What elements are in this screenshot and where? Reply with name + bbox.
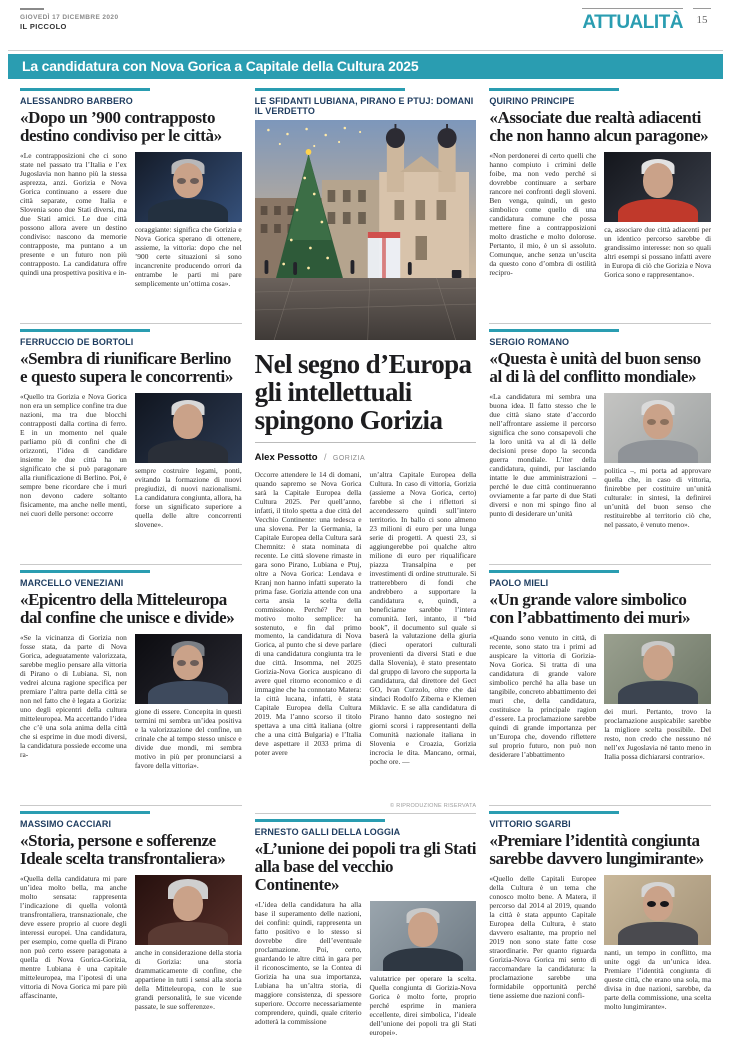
accent-bar — [20, 811, 150, 814]
article-divider — [489, 564, 711, 565]
photo-detail — [148, 922, 228, 945]
accent-bar — [20, 88, 150, 91]
article-marcello-veneziani — [20, 570, 242, 801]
body-column-2: dei muri. Pertanto, trovo la proclamazione auspicabile: sarebbe la migliore scelta possibile. Del resto, non credo che nessuno né nell’ex Jugoslavia né tanto meno in Italia possa dichiararsi contrario». — [604, 707, 712, 761]
photo-detail — [173, 886, 203, 921]
article-headline: «Storia, persone e sofferenze Ideale scelta transfrontaliera» — [20, 831, 226, 869]
photo-detail — [148, 440, 228, 463]
author-kicker: QUIRINO PRINCIPE — [489, 96, 575, 107]
page-header — [0, 0, 731, 50]
body-column-1: «Quella della candidatura mi pare un’idea molto bella, ma anche molto sensata: rappresenta l’indicazione di quella volontà transfrontaliera, transnazionale, che deve essere proprio al cuore degli interessi europei. Una candidatura, per esempio, come quella di Pirano non può certo essere paragonata a quella di Nova Gorica-Gorizia, mentre Lubiana è una capitale mitteleuropea, ma l’ipotesi di una vittoria di Nova Gorica mi pare più affascinante, — [20, 875, 127, 1000]
article-divider — [255, 813, 477, 814]
byline — [255, 442, 477, 465]
feature-body — [255, 471, 477, 801]
glasses-detail — [647, 901, 656, 907]
article-headline: «Premiare l’identità congiunta sarebbe davvero lungimirante» — [489, 831, 704, 869]
author-kicker: MARCELLO VENEZIANI — [20, 578, 124, 589]
photo-detail — [618, 440, 698, 463]
section-block — [582, 8, 711, 32]
article-divider — [20, 564, 242, 565]
right-column — [489, 88, 711, 1012]
piazza-photo — [255, 120, 477, 340]
article-headline: «L’unione dei popoli tra gli Stati alla base del vecchio Continente» — [254, 839, 477, 895]
portrait-photo-de-bortoli — [135, 393, 242, 463]
portrait-photo-cacciari — [135, 875, 242, 945]
feature-headline: Nel segno d’Europa gli intellettuali spingono Gorizia — [254, 349, 472, 436]
portrait-photo-mieli — [604, 634, 711, 704]
feature-column-2: un’altra Capitale Europea della Cultura. In caso di vittoria, Gorizia (assieme a Nova Gorica, certo) farebbe sì che i riflettori si accendessero quindi sull’intero territorio. In ballo ci sono almeno 23 milioni di euro per una lunga serie di progetti. A questi 23, si aggiungerebbe poi qualche altro milione di euro per riqualificare piazza Transalpina e per investimenti di ordine strutturale. Si tratterebbero di fondi che andrebbero a supportare la candidatura e, quindi, a beneficiarne sarebbe l’intera comunità. Ieri, intanto, il “bid book”, il documento sul quale si baserà la valutazione della giuria (dieci operatori culturali provenienti da diversi Stati e due dalla Slovenia), è stato presentato dal gruppo di lavoro che supporta la candidatura, dal direttore del Gect GO, Ivan Curzolo, oltre che dai sindaci Rodolfo Ziberna e Klemen Miklavic. E se alla candidatura di Pirano hanno dato sostegno nei giorni scorsi i rappresentanti della Comunità nazionale italiana in Slovenia e Croazia, Gorizia incrocia le dita. Mancano, ormai, poche ore. — — [369, 471, 477, 766]
photo-kicker: LE SFIDANTI LUBIANA, PIRANO E PTUJ: DOMANI IL VERDETTO — [254, 96, 474, 117]
body-column-2: gione di essere. Concepita in questi termini mi sembra un’idea positiva e la valorizzazione del confine, un crinale che al tempo stesso unisce e divide due mondi, mi sembra motivo in più per pronunciarsi a favore della vittoria». — [134, 707, 242, 770]
center-column — [255, 88, 477, 1038]
article-headline: «Un grande valore simbolico con l’abbattimento dei muri» — [489, 590, 691, 628]
portrait-photo-sgarbi — [604, 875, 711, 945]
portrait-photo-barbero — [135, 152, 242, 222]
body-column-2: politica –, mi porta ad approvare quella che, in caso di vittoria, finirebbe per costituire un’unità culturale: in sintesi, la definirei un’unità del buon senso che restituirebbe al territorio ciò che, nel passato, è venuto meno». — [604, 466, 712, 529]
article-divider — [20, 323, 242, 324]
article-quirino-principe — [489, 88, 711, 319]
byline-separator: / — [323, 452, 327, 463]
article-divider — [20, 805, 242, 806]
article-galli-della-loggia — [255, 819, 477, 1038]
body-column-2: valutatrice per operare la scelta. Quella congiunta di Gorizia-Nova Gorica è molto forte, proprio perché esprime in maniera eccellente, direi simbolica, l’ideale dell’unione dei popoli tra gli Stati europei». — [369, 974, 477, 1038]
date-line: GIOVEDÌ 17 DICEMBRE 2020 — [20, 14, 119, 21]
body-column-2: ca, associare due città adiacenti per un identico percorso sarebbe di grandissimo interesse: non so quali altri esempi si possano infatti avere in Europa di ciò che Gorizia e Nova Gorica sono e rappresentano». — [604, 225, 712, 279]
accent-bar — [489, 811, 619, 814]
article-divider — [489, 323, 711, 324]
body-column-1: «Quando sono venuto in città, di recente, sono stato tra i primi ad auspicare la vittoria di Gorizia-Nova Gorica. Si tratta di una candidatura di grande valore simbolico perché ha alla base un tangibile, concreto abbattimento dei muri che, della candidatura, costituisce la principale ragion d’essere. La proclamazione sarebbe quindi di grande importanza per un’Europa che, dovendo riflettere sul proprio futuro, non può non desiderare l’abbattimento — [489, 634, 597, 759]
accent-bar — [20, 329, 150, 332]
copyright-closer: © RIPRODUZIONE RISERVATA — [390, 803, 477, 810]
topic-banner: La candidatura con Nova Gorica a Capitale della Cultura 2025 — [8, 54, 723, 79]
article-vittorio-sgarbi — [489, 811, 711, 1012]
photo-detail — [618, 199, 698, 222]
article-paolo-mieli — [489, 570, 711, 801]
feature-column-1: Occorre attendere le 14 di domani, quando sapremo se Nova Gorica sarà la Capitale Europea della Cultura 2025. Per quell’anno, infatti, il titolo spetta a due città del Vecchio Continente: una tedesca e una slovena. Per la Germania, la Capitale Europea della Cultura sarà Chemnitz: è stata nominata di recente. Le città slovene rimaste in gara sono Pirano, Lubiana e Ptuj, oltre a Nova Gorica: Lendava e Kranj non hanno infatti superato la prima fase. Gorizia attende con una certa ansia la scelta della commissione. Perché? Per un motivo molto semplice: ha sostenuto, e fin dal primo momento, la candidatura di Nova Gorica, al punto che si deve parlare di una candidatura congiunta tra le due città. Insomma, nel 2025 Gorizia-Nova Gorica auspicano di avere quel ritorno economico e di immagine che ha connotato Matera: la città lucana, infatti, è stata Capitale Europea della Cultura 2019. Ma l’anno scorso il titolo spettava a una città italiana (oltre che a una città Bulgaria) e l’Italia deve aspettare il 2033 prima di poter avere — [254, 471, 362, 757]
body-column-1: «Se la vicinanza di Gorizia non fosse stata, da parte di Nova Gorica, adeguatamente valorizzata, sarebbe meglio pensare alla vittoria di Pirano o di Lubiana. Sì, non vedrei alcuna ragione specifica per premiare l’altra parte della città se non nel fatto che è legata a Gorizia: uno degli epicentri della cultura mitteleuropea. Ma accettando l’idea che c’è una sola anima della città che si esprime in due modi diversi, la candidatura possiede eccome una ra- — [20, 634, 127, 759]
section-title: ATTUALITÀ — [582, 8, 683, 32]
portrait-photo-galli-della-loggia — [370, 901, 477, 971]
body-column-2: nanti, un tempo in conflitto, ma unite oggi da un’unica idea. Premiare l’identità congiunta di queste città, che erano una sola, ma divisa in due nazioni, sarebbe, da parte della commissione, una scelta molto lungimirante». — [604, 948, 712, 1011]
body-column-1: «La candidatura mi sembra una buona idea. Il fatto stesso che le due città siano state d’accordo nell’affrontare assieme il percorso significa che sono consapevoli che la loro unità va al di là delle decisioni prese dopo la seconda guerra mondiale. L’iter della candidatura, quindi, pur lasciando intatte le due amministrazioni – perché le due città continueranno ovviamente a far parte di due Stati diversi e non mi spingo fino al punto di desiderare un’unità — [489, 393, 597, 518]
accent-bar — [489, 88, 619, 91]
article-ferruccio-de-bortoli — [20, 329, 242, 560]
masthead-title: IL PICCOLO — [20, 22, 67, 31]
body-column-2: sempre costruire legami, ponti, evitando la formazione di nuovi pregiudizi, di nuovi nazionalismi. La candidatura congiunta, allora, ha forse un significato superiore a quella delle altre concorrenti slovene». — [134, 466, 242, 529]
author-kicker: VITTORIO SGARBI — [489, 819, 571, 830]
article-massimo-cacciari — [20, 811, 242, 1012]
photo-detail — [148, 681, 228, 704]
photo-detail — [148, 199, 228, 222]
article-headline: «Epicentro della Mitteleuropa dal confine che unisce e divide» — [20, 590, 235, 628]
article-divider — [489, 805, 711, 806]
photo-detail — [618, 681, 698, 704]
author-kicker: ERNESTO GALLI DELLA LOGGIA — [254, 827, 401, 838]
article-headline: «Sembra di riunificare Berlino e questo supera le concorrenti» — [20, 349, 233, 387]
photo-detail — [408, 912, 438, 947]
body-column-2: coraggiante: significa che Gorizia e Nova Gorica sperano di ottenere, assieme, la vittoria: dopo che nel ’900 certe situazioni si sono incancrenite producendo orrori da entrambe le parti mi pare semplicemente un’ottima cosa». — [134, 225, 242, 288]
article-headline: «Questa è unità del buon senso al di là del conflitto mondiale» — [489, 349, 701, 387]
photo-detail — [383, 948, 463, 971]
body-column-2: anche in considerazione della storia di Gorizia: una storia drammaticamente di confine, che appartiene in tutti i sensi alla storia della Mitteleuropa, con le sue grandi personalità, le sue vicende passate, le sue sofferenze». — [134, 948, 242, 1011]
body-column-1: «Non perdonerei di certo quelli che hanno compiuto i crimini delle foibe, ma non vedo perché si dovrebbe continuare a serbare rancore nei confronti degli sloveni. Ben venga, quindi, un gesto simbolico come quello di una candidatura comune che possa mettere fine a contrapposizioni molto drastiche e molto dolorose. Pertanto, il mio, è un sì assoluto. Comunque, anche senza un’uscita da questo cono d’ombra di ostilità recipro- — [489, 152, 597, 277]
author-kicker: PAOLO MIELI — [489, 578, 549, 589]
article-headline: «Associate due realtà adiacenti che non hanno alcun paragone» — [489, 108, 709, 146]
author-kicker: MASSIMO CACCIARI — [20, 819, 112, 830]
body-column-1: «Le contrapposizioni che ci sono state nel passato tra l’Italia e l’ex Jugoslavia non hanno più la stessa asprezza, anzi. Gorizia e Nova Gorica continuano a essere due città separate, come Italia e Slovenia sono due Stati diversi, ma due Stati amici. Le due città possono allora avere un destino condiviso: nascono da memorie contrapposte, ma puntano a un presente e un futuro non più contrapposto. La candidatura offre quindi una prospettiva positiva e in- — [20, 152, 127, 277]
author-kicker: SERGIO ROMANO — [489, 337, 570, 348]
accent-bar — [489, 329, 619, 332]
body-column-1: «L’idea della candidatura ha alla base il superamento delle nazioni, dei confini: quindi, rappresenta un fatto positivo e lo stesso si dovrebbe dire dell’eventuale proclamazione. Poi, certo, guardando le altre città in gara per il riconoscimento, se la Contea di Gorizia ha una sua importanza, Lubiana ha un’altra storia, di maggiore consistenza, di spessore superiore. Occorre necessariamente comprendere, quindi, quale criterio adotterà la commissione — [254, 901, 362, 1026]
photo-detail — [618, 922, 698, 945]
glasses-detail — [647, 419, 656, 425]
byline-place: GORIZIA — [332, 455, 366, 463]
masthead-block — [20, 8, 118, 31]
accent-bar — [20, 570, 150, 573]
portrait-photo-principe — [604, 152, 711, 222]
article-headline: «Dopo un ’900 contrapposto destino condiviso per le città» — [20, 108, 222, 146]
masthead-rule — [20, 8, 44, 10]
page-columns — [0, 79, 731, 1038]
byline-author: Alex Pessotto — [254, 452, 318, 464]
author-kicker: ALESSANDRO BARBERO — [20, 96, 133, 107]
article-alessandro-barbero — [20, 88, 242, 319]
accent-bar — [489, 570, 619, 573]
author-kicker: FERRUCCIO DE BORTOLI — [20, 337, 134, 348]
portrait-photo-romano — [604, 393, 711, 463]
accent-bar — [255, 88, 405, 91]
accent-bar — [255, 819, 385, 822]
article-sergio-romano — [489, 329, 711, 560]
body-column-1: «Quello tra Gorizia e Nova Gorica non era un semplice confine tra due nazioni, ma tra due blocchi contrapposti dalla cortina di ferro. E in un momento nel quale parliamo più di confini che di orizzonti, l’idea di candidare insieme le due città ha un significato che si può paragonare alla riunificazione di Berlino. Poi, è sempre bene ricordare che i muri non devono cadere soltanto fisicamente, ma anche nelle menti, nei cuori delle persone: occorre — [20, 393, 127, 518]
banner-wrap — [8, 50, 723, 79]
left-column — [20, 88, 242, 1012]
body-column-1: «Quello delle Capitali Europee della Cultura è un tema che conosco molto bene. A Matera, il percorso dal 2014 al 2019, quando la città è stata appunto Capitale Europea della Cultura, è stato davvero esaltante, ma proprio nel 2019 non sono state fatte cose straordinarie. Per quanto riguarda Gorizia-Nova Gorica mi sento di raccomandare la candidatura: la proclamazione sarebbe una formidabile opportunità perché tiene assieme due nazioni confi- — [489, 875, 597, 1000]
photo-detail — [173, 404, 203, 439]
photo-detail — [643, 163, 673, 198]
portrait-photo-veneziani — [135, 634, 242, 704]
photo-detail — [643, 645, 673, 680]
page-number: 15 — [693, 8, 711, 26]
